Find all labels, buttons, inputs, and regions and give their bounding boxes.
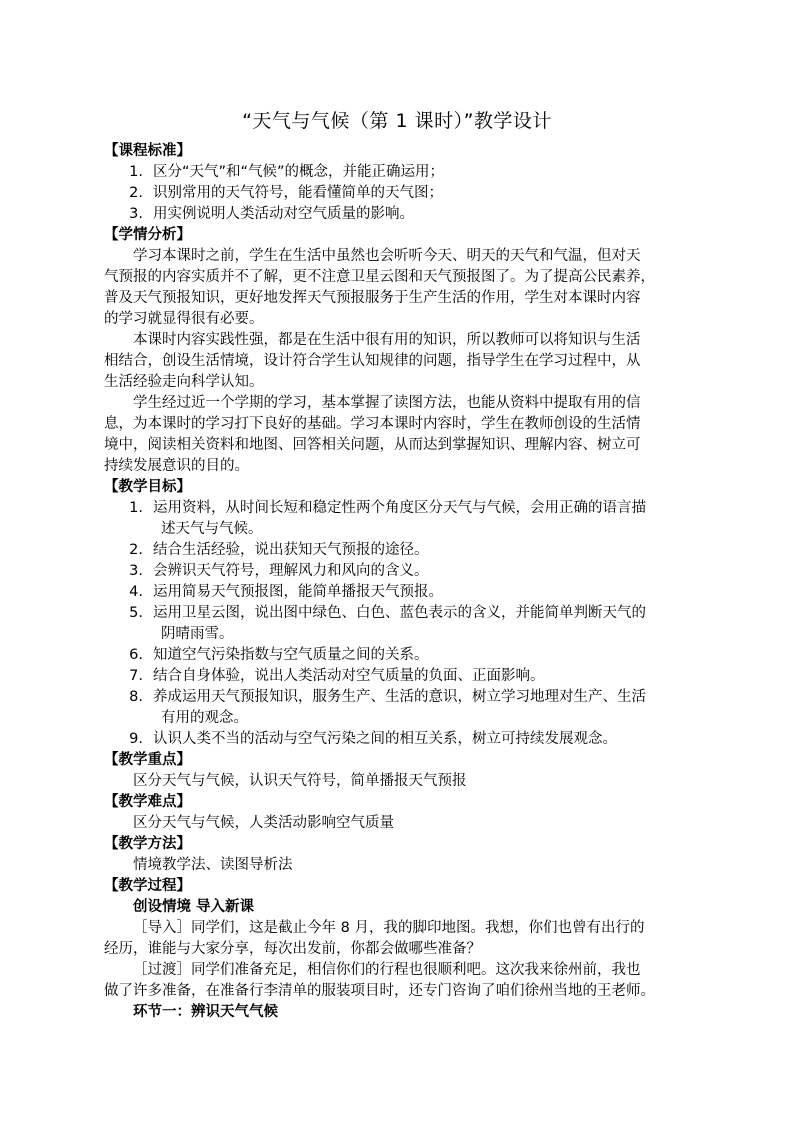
paragraph-line: 持续发展意识的目的。 (104, 458, 249, 474)
paragraph-line: 生活经验走向科学认知。 (104, 374, 264, 390)
section-heading-process: 【教学过程】 (104, 878, 191, 894)
key-points-text: 区分天气与气候，认识天气符号，简单播报天气预报 (133, 773, 467, 789)
list-item: 用实例说明人类活动对空气质量的影响。 (153, 206, 414, 222)
methods-text: 情境教学法、读图导析法 (133, 857, 293, 873)
list-number: 3. (129, 563, 143, 579)
list-item: 结合自身体验，说出人类活动对空气质量的负面、正面影响。 (153, 668, 545, 684)
page-title: “天气与气候（第 1 课时）”教学设计 (242, 110, 552, 132)
paragraph-line: 普及天气预报知识，更好地发挥天气预报服务于生产生活的作用，学生对本课时内容 (104, 290, 641, 306)
paragraph-line: 的学习就显得很有必要。 (104, 311, 264, 327)
intro-text: 同学们，这是截止今年 8 月，我的脚印地图。我想，你们也曾有出行的 (191, 920, 645, 936)
list-item-continuation: 述天气与气候。 (161, 521, 263, 537)
paragraph-line (133, 918, 644, 939)
paragraph-line (133, 960, 641, 981)
list-number: 7. (129, 668, 143, 684)
paragraph-line: 境中，阅读相关资料和地图、回答相关问题，从而达到掌握知识、理解内容、树立可 (104, 437, 641, 453)
paragraph-line: 学习本课时之前，学生在生活中虽然也会听听今天、明天的天气和气温，但对天 (133, 248, 641, 264)
section-heading-methods: 【教学方法】 (104, 836, 191, 852)
list-number: 2. (129, 542, 143, 558)
transition-tag: ［过渡］ (133, 962, 191, 978)
list-item: 运用简易天气预报图，能简单播报天气预报。 (153, 584, 443, 600)
list-number: 3. (129, 206, 143, 222)
list-item: 区分“天气”和“气候”的概念，并能正确运用； (153, 164, 445, 180)
paragraph-line: 本课时内容实践性强，都是在生活中很有用的知识，所以教师可以将知识与生活 (133, 332, 641, 348)
process-subheading: 环节一：辨识天气气候 (133, 1004, 278, 1020)
paragraph-line: 做了许多准备，在准备行李清单的服装项目时，还专门咨询了咱们徐州当地的王老师。 (104, 983, 655, 999)
list-item: 养成运用天气预报知识，服务生产、生活的意识，树立学习地理对生产、生活 (153, 689, 646, 705)
list-item-continuation: 有用的观念。 (161, 710, 248, 726)
list-number: 6. (129, 647, 143, 663)
list-number: 5. (129, 605, 143, 621)
difficulties-text: 区分天气与气候，人类活动影响空气质量 (133, 815, 394, 831)
section-heading-standards: 【课程标准】 (104, 143, 191, 159)
list-number: 9. (129, 731, 143, 747)
list-item: 会辨识天气符号，理解风力和风向的含义。 (153, 563, 429, 579)
paragraph-line: 息，为本课时的学习打下良好的基础。学习本课时内容时，学生在教师创设的生活情 (104, 416, 641, 432)
transition-text: 同学们准备充足，相信你们的行程也很顺利吧。这次我来徐州前，我也 (191, 962, 641, 978)
list-item: 知道空气污染指数与空气质量之间的关系。 (153, 647, 429, 663)
paragraph-line: 学生经过近一个学期的学习，基本掌握了读图方法，也能从资料中提取有用的信 (133, 395, 641, 411)
list-number: 8. (129, 689, 143, 705)
paragraph-line: 气预报的内容实质并不了解，更不注意卫星云图和天气预报图了。为了提高公民素养， (104, 269, 655, 285)
list-item: 运用资料，从时间长短和稳定性两个角度区分天气与气候，会用正确的语言描 (153, 500, 646, 516)
list-item: 结合生活经验，说出获知天气预报的途径。 (153, 542, 429, 558)
list-item: 运用卫星云图，说出图中绿色、白色、蓝色表示的含义，并能简单判断天气的 (153, 605, 646, 621)
list-number: 2. (129, 185, 143, 201)
section-heading-goals: 【教学目标】 (104, 479, 191, 495)
paragraph-line: 相结合，创设生活情境，设计符合学生认知规律的问题，指导学生在学习过程中，从 (104, 353, 641, 369)
process-subheading: 创设情境 导入新课 (133, 899, 255, 915)
list-item-continuation: 阴晴雨雪。 (161, 626, 234, 642)
list-number: 1. (129, 164, 143, 180)
intro-tag: ［导入］ (133, 920, 191, 936)
section-heading-key-points: 【教学重点】 (104, 752, 191, 768)
section-heading-difficulties: 【教学难点】 (104, 794, 191, 810)
list-item: 认识人类不当的活动与空气污染之间的相互关系，树立可持续发展观念。 (153, 731, 617, 747)
list-number: 4. (129, 584, 143, 600)
section-heading-analysis: 【学情分析】 (104, 227, 191, 243)
list-item: 识别常用的天气符号，能看懂简单的天气图； (153, 185, 443, 201)
paragraph-line: 经历，谁能与大家分享，每次出发前，你都会做哪些准备？ (104, 941, 481, 957)
list-number: 1. (129, 500, 143, 516)
